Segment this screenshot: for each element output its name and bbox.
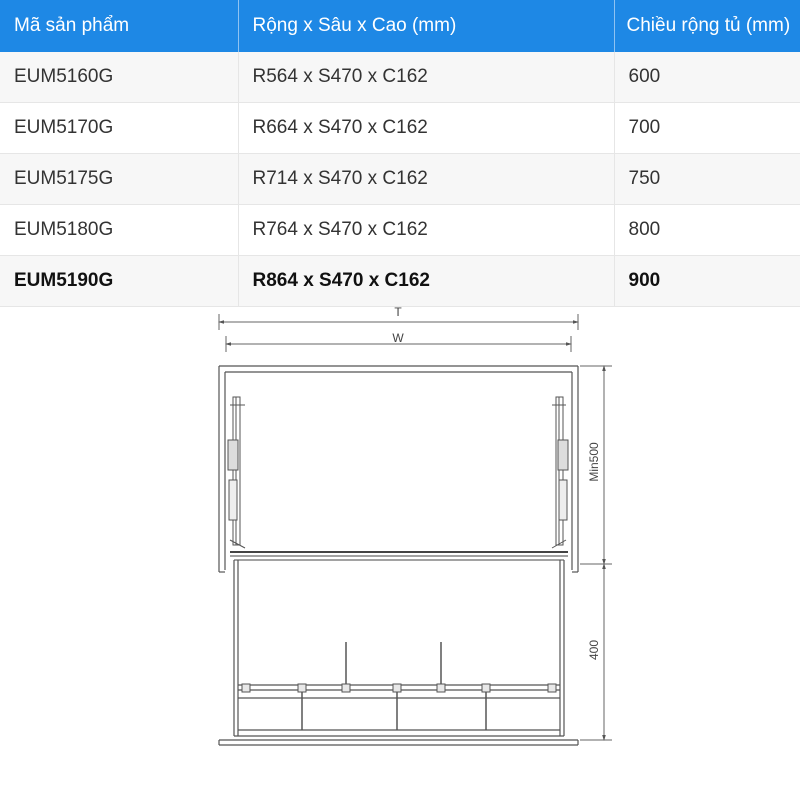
- spec-table: [0, 0, 800, 307]
- table-row: [0, 103, 800, 154]
- cell-dimensions: R714 x S470 x C162: [238, 154, 614, 205]
- cell-product-code: EUM5175G: [0, 154, 238, 205]
- cell-cabinet-width: 700: [614, 103, 800, 154]
- cell-product-code: EUM5180G: [0, 205, 238, 256]
- cell-product-code: EUM5160G: [0, 52, 238, 103]
- dimension-w-label: W: [392, 331, 404, 345]
- left-lift-mechanism: [228, 397, 245, 548]
- basket-body: [234, 560, 564, 736]
- basket-top-rail: [230, 552, 568, 560]
- dimension-t-label: T: [394, 305, 402, 319]
- header-product-code: Mã sản phẩm: [0, 0, 238, 52]
- table-row: [0, 52, 800, 103]
- cell-dimensions: R864 x S470 x C162: [238, 256, 614, 307]
- table-row: [0, 205, 800, 256]
- cell-cabinet-width: 600: [614, 52, 800, 103]
- header-row: [0, 0, 800, 52]
- header-cabinet-width: Chiều rộng tủ (mm): [614, 0, 800, 52]
- cell-dimensions: R564 x S470 x C162: [238, 52, 614, 103]
- cell-product-code: EUM5190G: [0, 256, 238, 307]
- cell-cabinet-width: 900: [614, 256, 800, 307]
- header-dimensions: Rộng x Sâu x Cao (mm): [238, 0, 614, 52]
- cell-cabinet-width: 750: [614, 154, 800, 205]
- table-row-highlighted: [0, 256, 800, 307]
- cell-product-code: EUM5170G: [0, 103, 238, 154]
- cabinet-technical-drawing: [0, 304, 800, 800]
- cell-cabinet-width: 800: [614, 205, 800, 256]
- dimension-upper-height-label: Min500: [587, 442, 601, 482]
- cell-dimensions: R664 x S470 x C162: [238, 103, 614, 154]
- right-lift-mechanism: [552, 397, 568, 548]
- cell-dimensions: R764 x S470 x C162: [238, 205, 614, 256]
- table-row: [0, 154, 800, 205]
- dimension-lower-height-label: 400: [587, 639, 601, 661]
- dimension-heights: [580, 366, 612, 740]
